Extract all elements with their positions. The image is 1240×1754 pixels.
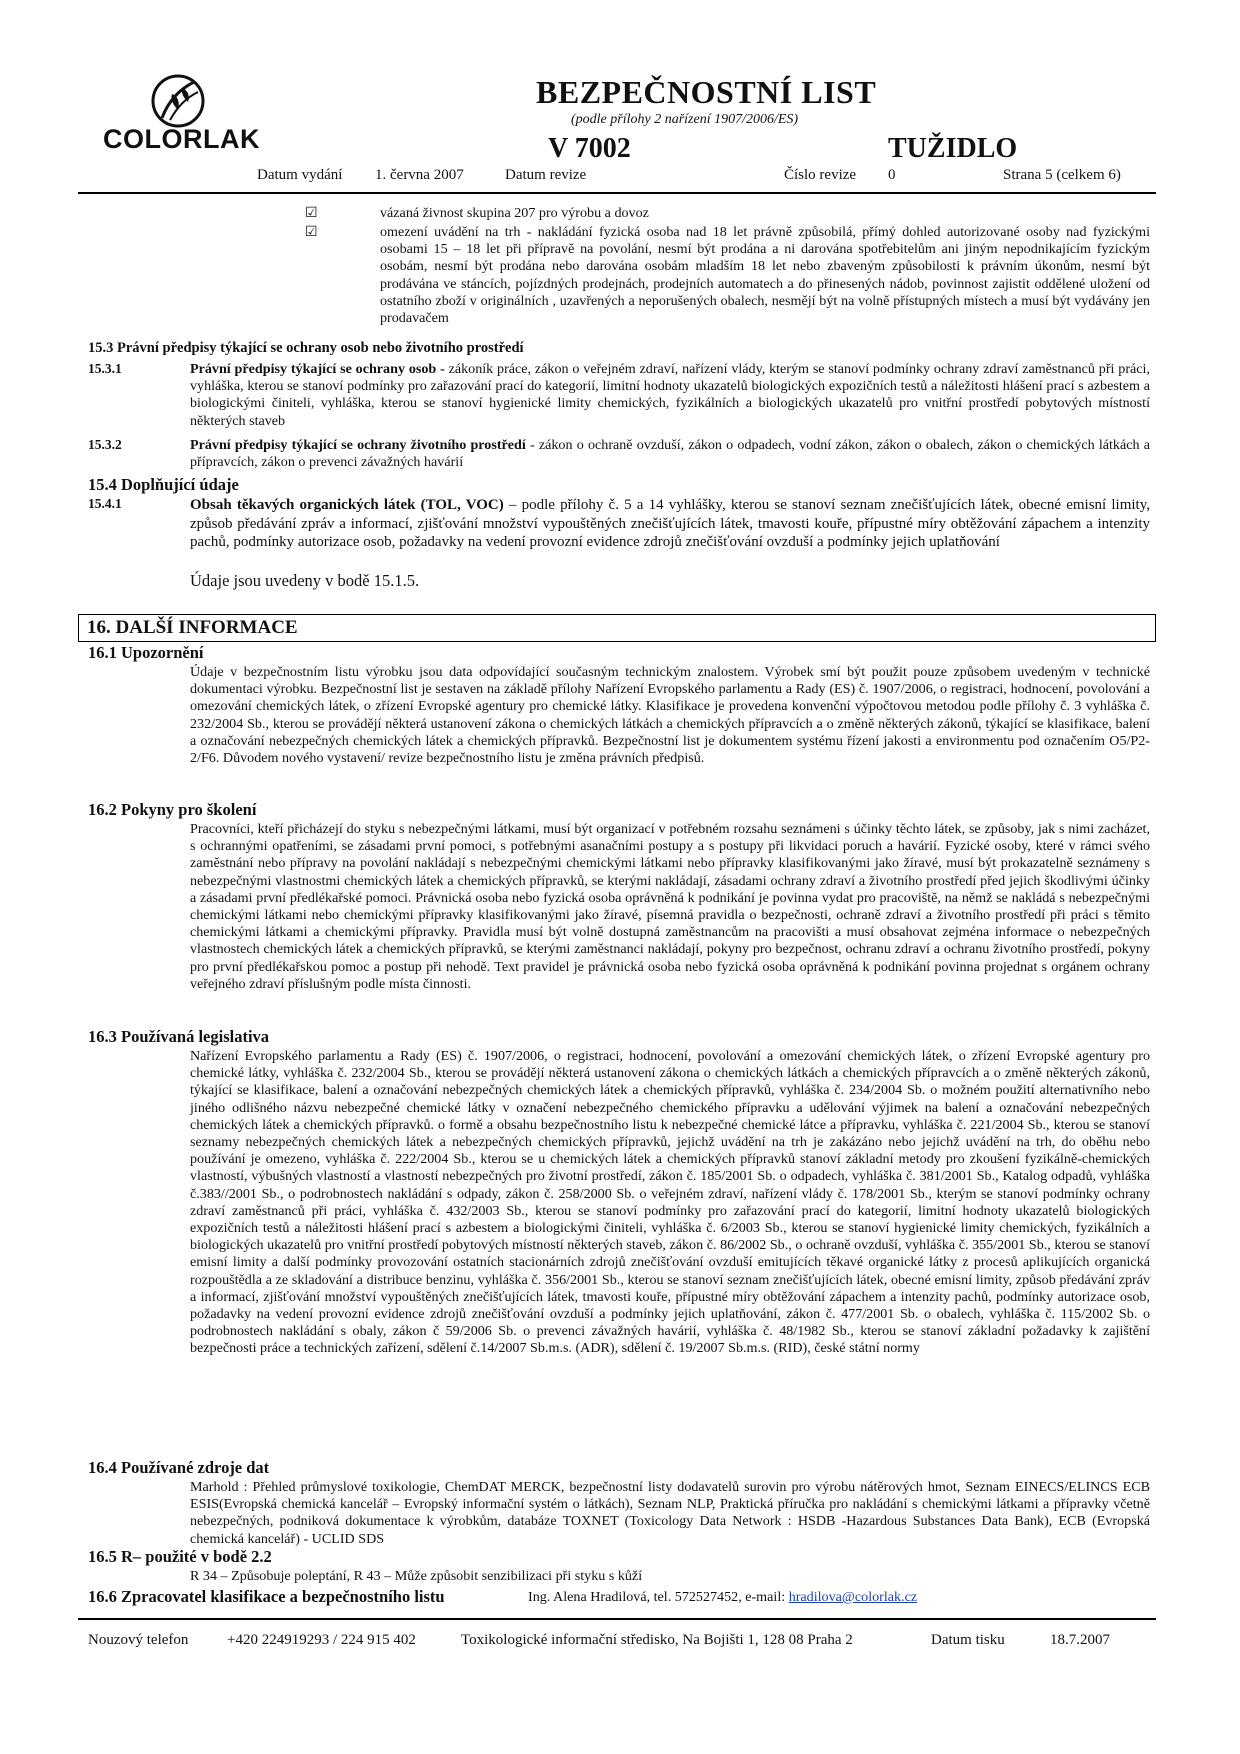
issue-date: 1. června 2007: [375, 167, 464, 183]
section-16-4-text: Marhold : Přehled průmyslové toxikologie, ChemDAT MERCK, bezpečnostní listy dodavatelů surovin pro výrobu nátěrových hmot, Seznam EINECS/ELINCS ECB ESIS(Evropská chemická kancelář – Evropský informační systém o látkách), Seznam NLP, Praktická příručka pro nakládání s chemickými látkami a přípravky včetně nebezpečných, podniková dokumentace k výrobkům, databáze TOXNET (Toxicology Data Network : HSDB -Hazardous Substances Data Bank), ECB (Evropská chemická kancelář) - UCLID SDS: [190, 1479, 1150, 1547]
section-16-2-text: Pracovníci, kteří přicházejí do styku s nebezpečnými látkami, musí být organizací v potřebném rozsahu seznámeni s účinky těchto látek, se způsoby, jak s nimi zacházet, s ochrannými opatřeními, se zásadami první pomoci, s potřebnými asanačními postupy a s postupy při likvidaci poruch a havárií. Fyzické osoby, které v rámci svého zaměstnání nebo přípravy na povolání nakládají s nebezpečnými chemickými látkami nebo přípravky klasifikovanými jako žíravé, musí být prokazatelně seznámeny s nebezpečnými vlastnostmi chemických látek a chemických přípravků, se kterými nakládají, zásadami ochrany zdraví a životního prostředí před jejich škodlivými účinky a zásadami první předlékařské pomoci. Právnická osoba nebo fyzická osoba oprávněná k podnikání je povinna vydat pro pracoviště, na němž se nakládá s nebezpečnými chemickými látkami nebo chemickými přípravky klasifikovanými jako žíravé, písemná pravidla o bezpečnosti, ochraně zdraví a životního prostředí při práci s těmito chemickými látkami a chemickými přípravky. Pravidla musí být volně dostupná zaměstnancům na pracovišti a musí obsahovat zejména informace o nebezpečných vlastnostech chemických látek a chemických přípravků, se kterými zaměstnanci nakládají, pokyny pro bezpečnost, ochranu zdraví a ochranu životního prostředí, pokyny pro první předlékařskou pomoc a postup při nehodě. Text pravidel je právnická osoba nebo fyzická osoba oprávněná k podnikání povinna projednat s orgánem ochrany veřejného zdraví příslušným podle místa činnosti.: [190, 821, 1150, 992]
print-date-label: Datum tisku: [931, 1632, 1005, 1648]
item-15-3-1: [190, 361, 1150, 430]
emergency-phone-label: Nouzový telefon: [88, 1632, 189, 1648]
section-16-5-heading: 16.5 R– použité v bodě 2.2: [88, 1547, 272, 1566]
section-16-3-text: Nařízení Evropského parlamentu a Rady (ES) č. 1907/2006, o registraci, hodnocení, povolování a omezování chemických látek, o zřízení Evropské agentury pro chemické látky, vyhláška č. 232/2004 Sb., kterou se provádějí některá ustanovení zákona o chemických látkách a chemických přípravcích a o změně některých zákonů, týkající se klasifikace, balení a označování nebezpečných chemických látek a chemických přípravků, vyhláška č. 234/2004 Sb. o možném použití alternativního nebo jiného odlišného názvu nebezpečné chemické látky v označení nebezpečného chemického přípravku a udělování výjimek na balení a označování nebezpečných chemických látek a chemických přípravků. o formě a obsahu bezpečnostního listu k nebezpečné chemické látce a přípravku, vyhláška č. 221/2004 Sb., kterou se stanoví seznamy nebezpečných chemických látek a nebezpečných chemických přípravků, jejichž uvádění na trh je zakázáno nebo jejichž uvádění na trh, do oběhu nebo používání je omezeno, vyhláška č. 222/2004 Sb., kterou se u chemických látek a chemických přípravků stanoví základní metody pro zkoušení fyzikálně-chemických vlastností, výbušných vlastností a vlastností nebezpečných pro životní prostředí, zákon č. 185/2001 Sb. o odpadech, vyhláška č. 381/2001 Sb., Katalog odpadů, vyhláška č.383//2001 Sb., o podrobnostech nakládání s odpady, zákon č. 258/2000 Sb. o veřejném zdraví, nařízení vlády č. 178/2001 Sb., kterým se stanoví podmínky ochrany zdraví zaměstnanců při práci, vyhláška č. 432/2003 Sb., kterou se stanoví podmínky pro zařazování prací do kategorií, limitní hodnoty ukazatelů biologických expozičních testů a náležitosti hlášení prací s azbestem a biologickými činiteli, vyhláška č. 6/2003 Sb., kterou se stanoví hygienické limity chemických, fyzikálních a biologických ukazatelů pro vnitřní prostředí pobytových místností některých staveb, zákon č. 86/2002 Sb., o ochraně ovzduší, vyhláška č. 355/2001 Sb., kterou se stanoví emisní limity a další podmínky provozování ostatních stacionárních zdrojů znečišťování ovzduší emitujících těkavé organické látky z procesů aplikujících organická rozpouštědla a ze skladování a distribuce benzinu, vyhláška č. 356/2001 Sb., kterou se stanoví seznam znečišťujících látek, obecné emisní limity, způsob předávání zpráv a informací, zjišťování množství vypouštěných znečišťujících látek, tmavosti kouře, přípustné míry obtěžování zápachem a intenzity pachů, podmínky autorizace osob, požadavky na vedení provozní evidence zdrojů znečišťování ovzduší a podmínky jejich uplatňování, zákon č. 477/2001 Sb. o obalech, vyhláška č. 115/2002 Sb. o podrobnostech nakládání s obaly, zákon č 59/2006 Sb. o prevenci závažných havárií, vyhláška č. 48/1982 Sb., kterou se stanoví základní požadavky k zajištění bezpečnosti práce a technických zařízení, sdělení č.14/2007 Sb.m.s. (ADR), sdělení č. 19/2007 Sb.m.s. (RID), české státní normy: [190, 1048, 1150, 1357]
item-15-4-1-text: – podle přílohy č. 5 a 14 vyhlášky, kterou se stanoví seznam znečišťujících látek, obecné emisní limity, způsob předávání zpráv a informací, zjišťování množství vypouštěných znečišťujících látek, tmavosti kouře, přípustné míry obtěžování zápachem a intenzity pachů, podmínky autorizace osob, požadavky na vedení provozní evidence zdrojů znečišťování ovzduší a podmínky jejich uplatňování: [190, 497, 1150, 550]
section-16-4-heading: 16.4 Používané zdroje dat: [88, 1458, 270, 1477]
section-16-6-heading: 16.6 Zpracovatel klasifikace a bezpečnostního listu: [88, 1587, 445, 1606]
document-subtitle: (podle přílohy 2 nařízení 1907/2006/ES): [571, 112, 799, 127]
section-16-6-contact: [528, 1589, 917, 1606]
brand-name: COLORLAK: [103, 124, 260, 154]
item-15-3-1-number: 15.3.1: [88, 361, 122, 376]
item-15-3-2: [190, 437, 1150, 471]
item-15-3-1-title: Právní předpisy týkající se ochrany osob -: [190, 361, 445, 377]
section-15-4-note: Údaje jsou uvedeny v bodě 15.1.5.: [190, 571, 420, 590]
section-16-title-box: [78, 614, 1156, 642]
section-15-4-heading: 15.4 Doplňující údaje: [88, 475, 239, 494]
footer-rule: [78, 1618, 1156, 1620]
item-15-3-2-number: 15.3.2: [88, 437, 122, 452]
section-16-title: 16. DALŠÍ INFORMACE: [87, 617, 298, 638]
check-icon: ☑: [305, 206, 318, 221]
page-info: Strana 5 (celkem 6): [1003, 167, 1121, 183]
section-16-2-heading: 16.2 Pokyny pro školení: [88, 800, 257, 819]
product-name: TUŽIDLO: [888, 133, 1018, 164]
email-link[interactable]: hradilova@colorlak.cz: [788, 1589, 918, 1605]
item-15-4-1-title: Obsah těkavých organických látek (TOL, VOC): [190, 497, 504, 513]
item-15-4-1-number: 15.4.1: [88, 496, 122, 511]
revision-no: 0: [888, 167, 896, 183]
contact-text: Ing. Alena Hradilová, tel. 572527452, e-mail:: [528, 1589, 789, 1605]
check-item: omezení uvádění na trh - nakládání fyzická osoba nad 18 let právně způsobilá, přímý dohled autorizované osoby nad fyzickými osobami 15 – 18 let při přípravě na povolání, nesmí být prodána a ni darována spotřebitelům ani jiným nepodnikajícím fyzickým osobám, nesmí být prodána nebo darována osobám mladším 18 let nebo zbaveným způsobilosti k právním úkonům, nesmí být prodávána ve stáncích, pojízdných prodejnách, prodejních automatech a do přinesených nádob, povinnost zajistit oddělené uložení od ostatního zboží v originálních , uzavřených a neporušených obalech, nesmějí být na volně přístupných místech a musí být vydávány jen prodavačem: [380, 224, 1150, 327]
revision-date-label: Datum revize: [505, 167, 587, 183]
header-rule: [78, 192, 1156, 194]
issue-date-label: Datum vydání: [257, 167, 343, 183]
check-item: vázaná živnost skupina 207 pro výrobu a dovoz: [380, 205, 649, 221]
item-15-3-2-text: - zákon o ochraně ovzduší, zákon o odpadech, vodní zákon, zákon o obalech, zákon o chemických látkách a přípravcích, zákon o prevenci závažných havárií: [190, 437, 1150, 471]
section-15-3-heading: 15.3 Právní předpisy týkající se ochrany osob nebo životního prostředí: [88, 340, 524, 356]
emergency-phone: +420 224919293 / 224 915 402: [227, 1632, 416, 1648]
section-16-1-heading: 16.1 Upozornění: [88, 643, 204, 662]
item-15-4-1: [190, 496, 1150, 552]
product-code: V 7002: [548, 133, 631, 164]
section-16-3-heading: 16.3 Používaná legislativa: [88, 1027, 270, 1046]
logo: [148, 72, 208, 130]
section-16-5-text: R 34 – Způsobuje poleptání, R 43 – Může způsobit senzibilizaci při styku s kůží: [190, 1568, 643, 1584]
item-15-3-1-text: zákoník práce, zákon o veřejném zdraví, nařízení vlády, kterým se stanoví podmínky ochrany zdraví zaměstnanců při práci, vyhláška, kterou se stanoví podmínky pro zařazování prací do kategorií, limitní hodnoty ukazatelů biologických expozičních testů a náležitosti hlášení prací s azbestem a biologickými činiteli, vyhláška, kterou se stanoví hygienické limity chemických, fyzikálních a biologických ukazatelů pro vnitřní prostředí pobytových místností některých staveb: [190, 361, 1150, 429]
check-icon: ☑: [305, 225, 318, 240]
section-16-1-text: Údaje v bezpečnostním listu výrobku jsou data odpovídající současným technickým znalostem. Výrobek smí být použit pouze způsobem uvedeným v technické dokumentaci výrobku. Bezpečnostní list je sestaven na základě přílohy Nařízení Evropského parlamentu a Rady (ES) č. 1907/2006, o registraci, hodnocení, povolování a omezování chemických látek, o zřízení Evropské agentury pro chemické látky. Klasifikace je provedena konvenční výpočtovou metodou podle přílohy č. 3 vyhláška č. 232/2004 Sb., kterou se provádějí některá ustanovení zákona o chemických látkách a chemických přípravcích a o změně některých zákonů, týkající se klasifikace, balení a označování nebezpečných chemických látek a chemických přípravků. Bezpečnostní list je dokumentem systému řízení jakosti a environmentu pod označením O5/P2-2/F6. Důvodem nového vystavení/ revize bezpečnostního listu je změna právních předpisů.: [190, 664, 1150, 767]
document-title: BEZPEČNOSTNÍ LIST: [536, 74, 877, 110]
revision-no-label: Číslo revize: [784, 167, 857, 183]
item-15-3-2-title: Právní předpisy týkající se ochrany životního prostředí: [190, 437, 526, 453]
print-date: 18.7.2007: [1050, 1632, 1110, 1648]
toxicology-center: Toxikologické informační středisko, Na Bojišti 1, 128 08 Praha 2: [461, 1632, 853, 1648]
